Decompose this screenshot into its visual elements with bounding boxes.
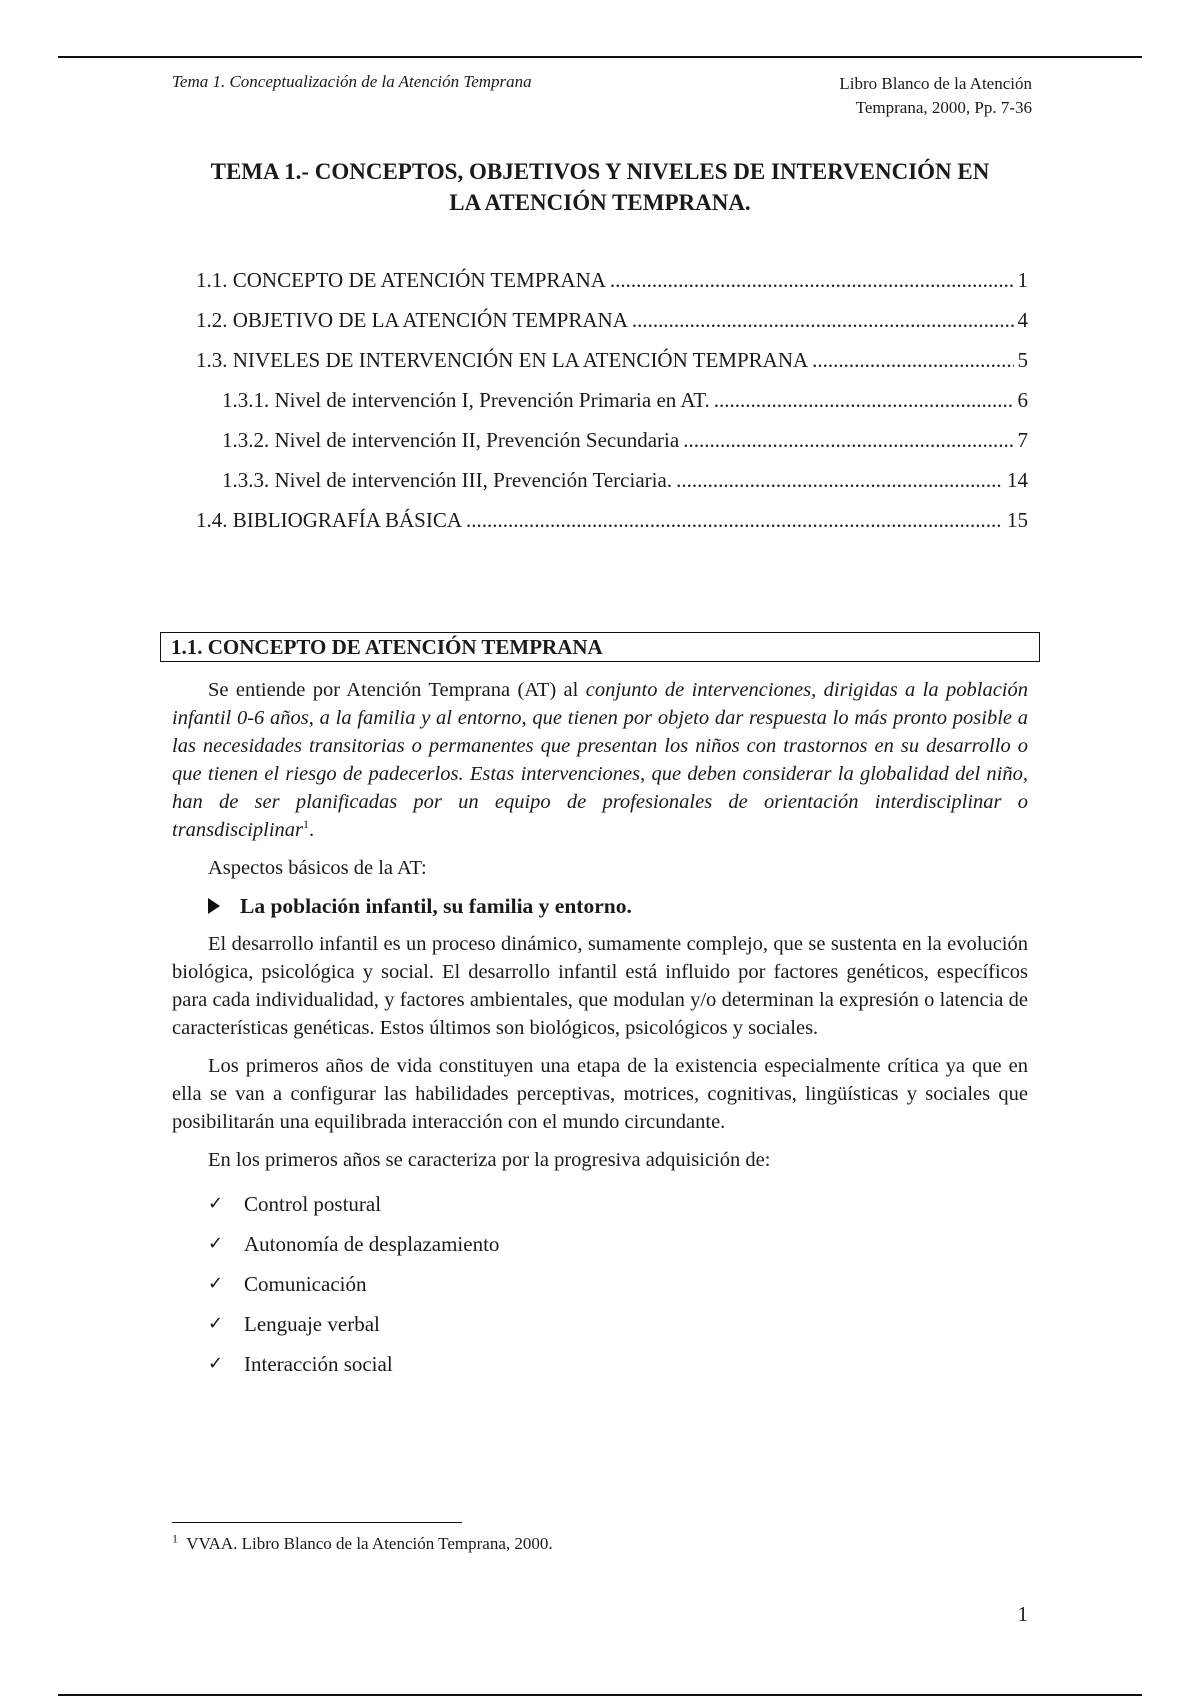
development-paragraph: El desarrollo infantil es un proceso dinámico, sumamente complejo, que se sustenta en la evolución biológica, psicológica y social. El desarrollo infantil está influido por factores genéticos, específicos para cada individualidad, y factores ambientales, que modulan y/o determinan la expresión o latencia de características genéticas. Estos últimos son biológicos, psicológicos y sociales. bbox=[172, 933, 1028, 1039]
checkmark-icon: ✓ bbox=[208, 1233, 224, 1254]
definition-paragraph bbox=[172, 676, 1028, 844]
bottom-rule bbox=[58, 1694, 1142, 1696]
checklist-text: Lenguaje verbal bbox=[244, 1312, 380, 1336]
checkmark-icon: ✓ bbox=[208, 1313, 224, 1334]
definition-quote: conjunto de intervenciones, dirigidas a la población infantil 0-6 años, a la familia y al entorno, que tienen por objeto dar respuesta lo más pronto posible a las necesidades transitorias o permanentes que presentan los niños con trastornos en su desarrollo o que tienen el riesgo de padecerlos. Estas intervenciones, que deben considerar la globalidad del niño, han de ser planificadas por un equipo de profesionales de orientación interdisciplinar o transdisciplinar bbox=[172, 679, 1028, 841]
title-line1: TEMA 1.- CONCEPTOS, OBJETIVOS Y NIVELES DE INTERVENCIÓN EN bbox=[210, 159, 990, 184]
acquisition-intro: En los primeros años se caracteriza por la progresiva adquisición de: bbox=[208, 1149, 771, 1171]
header-right-line2: Temprana, 2000, Pp. 7-36 bbox=[855, 98, 1032, 117]
checkmark-icon: ✓ bbox=[208, 1353, 224, 1374]
title-line2: LA ATENCIÓN TEMPRANA. bbox=[449, 190, 751, 215]
toc-label: 1.3. NIVELES DE INTERVENCIÓN EN LA ATENCIÓN TEMPRANA bbox=[196, 348, 809, 372]
checklist-text: Control postural bbox=[244, 1192, 382, 1216]
section-heading: 1.1. CONCEPTO DE ATENCIÓN TEMPRANA bbox=[160, 632, 1040, 662]
checklist-text: Autonomía de desplazamiento bbox=[244, 1232, 500, 1256]
table-of-contents bbox=[196, 268, 1028, 548]
checklist-text: Interacción social bbox=[244, 1352, 393, 1376]
toc-page: 5 bbox=[1017, 348, 1028, 372]
toc-page: 15 bbox=[1007, 508, 1028, 532]
page-number: 1 bbox=[1017, 1602, 1028, 1626]
toc-label: 1.1. CONCEPTO DE ATENCIÓN TEMPRANA bbox=[196, 268, 606, 292]
checklist-item bbox=[208, 1264, 1028, 1304]
footnote-divider bbox=[172, 1522, 462, 1523]
toc-leader bbox=[714, 388, 1014, 413]
section-body bbox=[172, 676, 1028, 1384]
aspects-label: Aspectos básicos de la AT: bbox=[208, 857, 427, 879]
footnote-text: VVAA. Libro Blanco de la Atención Temprana, 2000. bbox=[186, 1534, 553, 1553]
toc-leader bbox=[812, 348, 1013, 373]
toc-label: 1.3.2. Nivel de intervención II, Prevención Secundaria bbox=[222, 428, 680, 452]
toc-page: 6 bbox=[1017, 388, 1028, 412]
header-right-line1: Libro Blanco de la Atención bbox=[839, 74, 1032, 93]
toc-entry[interactable] bbox=[196, 348, 1028, 388]
checkmark-icon: ✓ bbox=[208, 1273, 224, 1294]
toc-page: 4 bbox=[1017, 308, 1028, 332]
definition-end: . bbox=[309, 819, 315, 841]
toc-label: 1.4. BIBLIOGRAFÍA BÁSICA bbox=[196, 508, 463, 532]
toc-label: 1.3.1. Nivel de intervención I, Prevención Primaria en AT. bbox=[222, 388, 710, 412]
toc-subentry[interactable] bbox=[196, 468, 1028, 508]
page-title bbox=[150, 156, 1050, 218]
checklist-item bbox=[208, 1224, 1028, 1264]
toc-label: 1.3.3. Nivel de intervención III, Prevención Terciaria. bbox=[222, 468, 673, 492]
checkmark-icon: ✓ bbox=[208, 1193, 224, 1214]
toc-page: 14 bbox=[1007, 468, 1028, 492]
footnote-mark: 1 bbox=[172, 1531, 178, 1546]
toc-entry[interactable] bbox=[196, 308, 1028, 348]
toc-leader bbox=[632, 308, 1014, 333]
toc-leader bbox=[466, 508, 1003, 533]
toc-subentry[interactable] bbox=[196, 388, 1028, 428]
toc-page: 7 bbox=[1017, 428, 1028, 452]
toc-leader bbox=[683, 428, 1013, 453]
toc-leader bbox=[610, 268, 1014, 293]
running-header-left: Tema 1. Conceptualización de la Atención Temprana bbox=[172, 72, 532, 91]
checklist-item bbox=[208, 1184, 1028, 1224]
definition-lead: Se entiende por Atención Temprana (AT) al bbox=[208, 679, 586, 701]
footnote-reference[interactable]: 1 bbox=[303, 817, 309, 832]
toc-subentry[interactable] bbox=[196, 428, 1028, 468]
acquisition-checklist bbox=[208, 1184, 1028, 1384]
top-rule bbox=[58, 56, 1142, 58]
toc-entry[interactable] bbox=[196, 268, 1028, 308]
checklist-text: Comunicación bbox=[244, 1272, 367, 1296]
early-years-paragraph: Los primeros años de vida constituyen una etapa de la existencia especialmente crítica ya que en ella se van a configurar las habilidades perceptivas, motrices, cognitivas, lingüísticas y sociales que posibilitarán una equilibrada interacción con el mundo circundante. bbox=[172, 1055, 1028, 1133]
checklist-item bbox=[208, 1344, 1028, 1384]
arrow-bullet-item bbox=[208, 892, 1028, 920]
toc-entry[interactable] bbox=[196, 508, 1028, 548]
toc-leader bbox=[676, 468, 1003, 493]
checklist-item bbox=[208, 1304, 1028, 1344]
running-header-right bbox=[712, 72, 1032, 120]
footnote bbox=[172, 1531, 553, 1554]
toc-page: 1 bbox=[1017, 268, 1028, 292]
toc-label: 1.2. OBJETIVO DE LA ATENCIÓN TEMPRANA bbox=[196, 308, 628, 332]
bullet-text: La población infantil, su familia y entorno. bbox=[240, 894, 632, 918]
arrow-bullet-icon bbox=[208, 898, 220, 914]
